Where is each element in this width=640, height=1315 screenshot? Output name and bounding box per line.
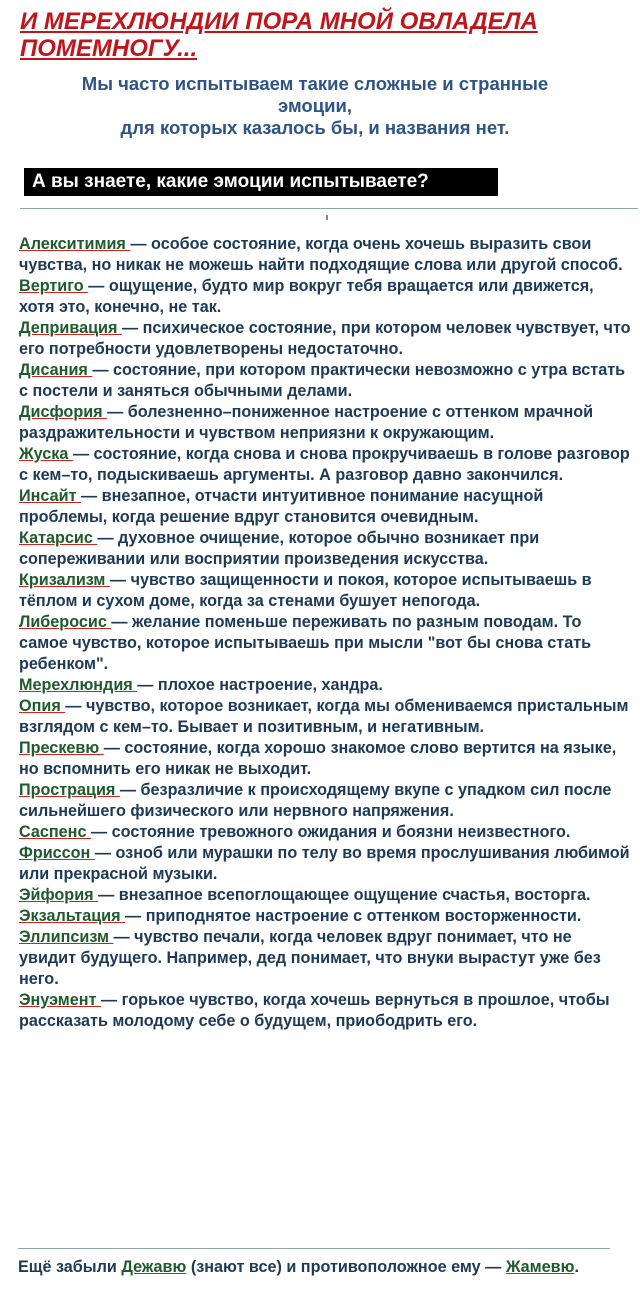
emotion-term: Энуэмент [19,991,101,1009]
emotion-definition: — состояние, при котором практически невозможно с утра встать с постели и заняться обычными делами. [19,361,626,400]
emotion-entry [19,402,631,444]
emotion-term: Саспенс [19,823,91,841]
emotion-definition: — чувство, которое возникает, когда мы обмениваемся пристальным взглядом с кем–то. Бывает и позитивным, и негативным. [19,697,629,736]
emotion-term: Эллипсизм [19,928,114,946]
emotion-definition: — чувство печали, когда человек вдруг понимает, что не увидит будущего. Например, дед понимает, что внуки вырастут уже без него. [19,928,601,988]
emotion-entry [19,612,631,675]
emotion-term: Прострация [19,781,120,799]
footer-note [18,1257,588,1278]
emotion-definition: — психическое состояние, при котором человек чувствует, что его потребности удовлетворены недостаточно. [19,319,631,358]
bottom-divider [18,1248,610,1249]
emotion-term: Дисания [19,361,93,379]
emotion-term: Мерехлюндия [19,676,138,694]
emotion-entry [19,675,631,696]
emotion-definition: — внезапное, отчасти интуитивное понимание насущной проблемы, когда решение вдруг становится очевидным. [19,487,544,526]
emotion-entry [19,696,631,738]
emotion-definition: — состояние тревожного ожидания и боязни неизвестного. [90,823,571,841]
emotion-definition: — состояние, когда хорошо знакомое слово вертится на языке, но вспомнить его никак не выходит. [19,739,617,778]
footer-text-2: (знают все) и противоположное ему — [186,1258,506,1276]
emotions-list [19,234,631,1032]
subtitle-line-2: эмоции, [278,95,352,116]
emotion-definition: — озноб или мурашки по телу во время прослушивания любимой или прекрасной музыки. [19,844,630,883]
emotion-entry [19,570,631,612]
emotion-entry [19,822,631,843]
emotion-definition: — внезапное всепоглощающее ощущение счастья, восторга. [98,886,591,904]
page-title: И МЕРЕХЛЮНДИИ ПОРА МНОЙ ОВЛАДЕЛА ПОМЕМНОГУ... [20,8,538,62]
emotion-term: Алекситимия [19,235,131,253]
emotion-term: Жуска [19,445,73,463]
emotion-term: Прескевю [19,739,104,757]
footer-term-dejavu: Дежавю [121,1258,187,1276]
emotion-term: Вертиго [19,277,89,295]
emotion-term: Либеросис [19,613,112,631]
emotion-term: Опия [19,697,66,715]
top-divider [20,208,638,209]
emotion-entry [19,885,631,906]
emotion-term: Катарсис [19,529,98,547]
emotion-definition: — плохое настроение, хандра. [137,676,383,694]
emotion-entry [19,486,631,528]
emotion-term: Кризализм [19,571,110,589]
subtitle [30,73,600,139]
footer-term-jamevu: Жамевю [505,1258,575,1276]
emotion-definition: — ощущение, будто мир вокруг тебя вращается или движется, хотя это, конечно, не так. [19,277,594,316]
emotion-term: Инсайт [19,487,81,505]
emotion-entry [19,927,631,990]
emotion-definition: — чувство защищенности и покоя, которое испытываешь в тёплом и сухом доме, когда за стенами бушует непогода. [19,571,592,610]
emotion-term: Дисфория [19,403,108,421]
emotion-definition: — болезненно–пониженное настроение с оттенком мрачной раздражительности и чувством неприязни к окружающим. [19,403,594,442]
emotion-term: Эйфория [19,886,99,904]
emotion-definition: — особое состояние, когда очень хочешь выразить свои чувства, но никак не можешь найти подходящие слова или другой способ. [19,235,623,274]
emotion-entry [19,318,631,360]
emotion-entry [19,360,631,402]
emotion-definition: — горькое чувство, когда хочешь вернуться в прошлое, чтобы рассказать молодому себе о будущем, приободрить его. [19,991,610,1030]
emotion-entry [19,234,631,276]
emotion-definition: — безразличие к происходящему вкупе с упадком сил после сильнейшего физического или нервного напряжения. [19,781,612,820]
emotion-entry [19,843,631,885]
emotion-definition: — приподнятое настроение с оттенком восторженности. [125,907,582,925]
question-banner: А вы знаете, какие эмоции испытываете? [24,168,498,196]
footer-text-1: Ещё забыли [18,1258,122,1276]
emotion-term: Фриссон [19,844,95,862]
emotion-definition: — желание поменьше переживать по разным поводам. То самое чувство, которое испытываешь при мысли "вот бы снова стать ребенком". [19,613,592,673]
divider-mark [326,215,328,220]
footer-text-3: . [574,1258,579,1276]
emotion-entry [19,906,631,927]
emotion-entry [19,780,631,822]
subtitle-line-1: Мы часто испытываем такие сложные и странные [81,73,549,94]
emotion-entry [19,990,631,1032]
emotion-term: Экзальтация [19,907,126,925]
emotion-entry [19,738,631,780]
emotion-definition: — состояние, когда снова и снова прокручиваешь в голове разговор с кем–то, подыскиваешь аргументы. А разговор давно закончился. [19,445,630,484]
subtitle-line-3: для которых казалось бы, и названия нет. [120,117,510,138]
emotion-entry [19,444,631,486]
emotion-entry [19,528,631,570]
emotion-entry [19,276,631,318]
emotion-definition: — духовное очищение, которое обычно возникает при сопереживании или восприятии произведения искусства. [19,529,540,568]
emotion-term: Депривация [19,319,122,337]
